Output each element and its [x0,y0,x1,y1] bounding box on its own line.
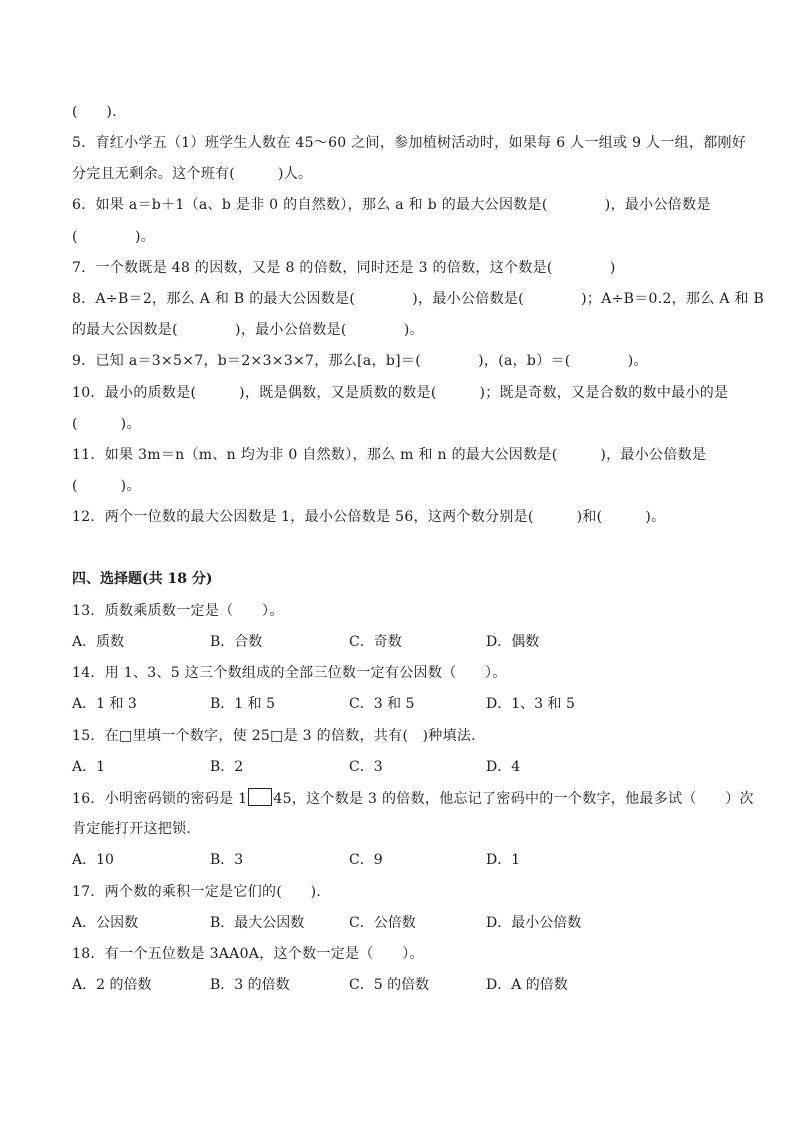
q14-option-b[interactable]: B．1 和 5 [210,696,276,712]
q14-option-d[interactable]: D．1、3 和 5 [486,696,575,712]
q16-stem-line-1 [72,788,754,809]
q16-stem-pre: 16．小明密码锁的密码是 1 [72,791,248,807]
q18-stem: 18．有一个五位数是 3AA0A，这个数一定是（ ）。 [72,946,424,962]
q10-line-2: ( )。 [72,416,141,432]
q6-line-1: 6．如果 a＝b＋1（a、b 是非 0 的自然数），那么 a 和 b 的最大公因数是( )，最小公倍数是 [72,197,711,213]
q11-line-2: ( )。 [72,478,141,494]
q15-option-d[interactable]: D．4 [486,759,521,775]
q4-continuation: ( ). [72,104,117,120]
q9-line: 9．已知 a＝3×5×7，b＝2×3×3×7，那么[a，b]＝( )，(a，b）＝( )。 [72,353,648,369]
q15-option-b[interactable]: B．2 [210,759,244,775]
q18-option-b[interactable]: B．3 的倍数 [210,977,290,993]
q14-options [72,694,722,714]
q17-option-c[interactable]: C．公倍数 [349,915,416,931]
q16-option-a[interactable]: A．10 [72,852,114,868]
q13-option-a[interactable]: A．质数 [72,634,125,650]
q8-line-2: 的最大公因数是( )，最小公倍数是( )。 [72,322,424,338]
q13-options [72,632,722,652]
q13-option-c[interactable]: C．奇数 [349,634,402,650]
q13-option-b[interactable]: B．合数 [210,634,263,650]
q14-stem: 14．用 1、3、5 这三个数组成的全部三位数一定有公因数（ ）。 [72,665,507,681]
q17-option-a[interactable]: A．公因数 [72,915,139,931]
q17-options [72,913,722,933]
q5-line-2: 分完且无剩余。这个班有( )人。 [72,166,313,182]
q15-stem: 15．在□里填一个数字，使 25□是 3 的倍数，共有( )种填法． [72,728,486,744]
q15-option-c[interactable]: C．3 [349,759,383,775]
q6-line-2: ( )。 [72,229,156,245]
q13-option-d[interactable]: D．偶数 [486,634,540,650]
q15-options [72,757,722,777]
q10-line-1: 10．最小的质数是( )，既是偶数，又是质数的数是( )；既是奇数，又是合数的数中最小的是 [72,385,729,401]
q16-options [72,850,722,870]
q11-line-1: 11．如果 3m＝n（m、n 均为非 0 自然数），那么 m 和 n 的最大公因数是( )，最小公倍数是 [72,447,707,463]
q13-stem: 13．质数乘质数一定是（ ）。 [72,603,284,619]
q5-line-1: 5．育红小学五（1）班学生人数在 45～60 之间，参加植树活动时，如果每 6 人一组或 9 人一组，都刚好 [72,135,747,151]
q18-options [72,975,722,995]
q16-option-c[interactable]: C．9 [349,852,383,868]
q17-option-b[interactable]: B．最大公因数 [210,915,305,931]
q12-line: 12．两个一位数的最大公因数是 1，最小公倍数是 56，这两个数分别是( )和( )。 [72,509,666,525]
q15-option-a[interactable]: A．1 [72,759,106,775]
section-title: 四、选择题(共 18 分) [72,571,213,587]
q18-option-c[interactable]: C．5 的倍数 [349,977,430,993]
q16-stem-post: 45，这个数是 3 的倍数，他忘记了密码中的一个数字，他最多试（ ）次 [273,791,754,807]
q16-stem-line-2: 肯定能打开这把锁． [72,821,201,837]
q17-stem: 17．两个数的乘积一定是它们的( )． [72,884,331,900]
q7-line: 7．一个数既是 48 的因数，又是 8 的倍数，同时还是 3 的倍数，这个数是( ) [72,260,616,276]
q14-option-a[interactable]: A．1 和 3 [72,696,137,712]
q16-option-b[interactable]: B．3 [210,852,244,868]
q18-option-a[interactable]: A．2 的倍数 [72,977,152,993]
missing-digit-box [248,788,272,806]
q8-line-1: 8．A÷B＝2，那么 A 和 B 的最大公因数是( )，最小公倍数是( )；A÷B＝0.2，那么 A 和 B [72,291,765,307]
q16-option-d[interactable]: D．1 [486,852,521,868]
q14-option-c[interactable]: C．3 和 5 [349,696,415,712]
q17-option-d[interactable]: D．最小公倍数 [486,915,582,931]
q18-option-d[interactable]: D．A 的倍数 [486,977,568,993]
